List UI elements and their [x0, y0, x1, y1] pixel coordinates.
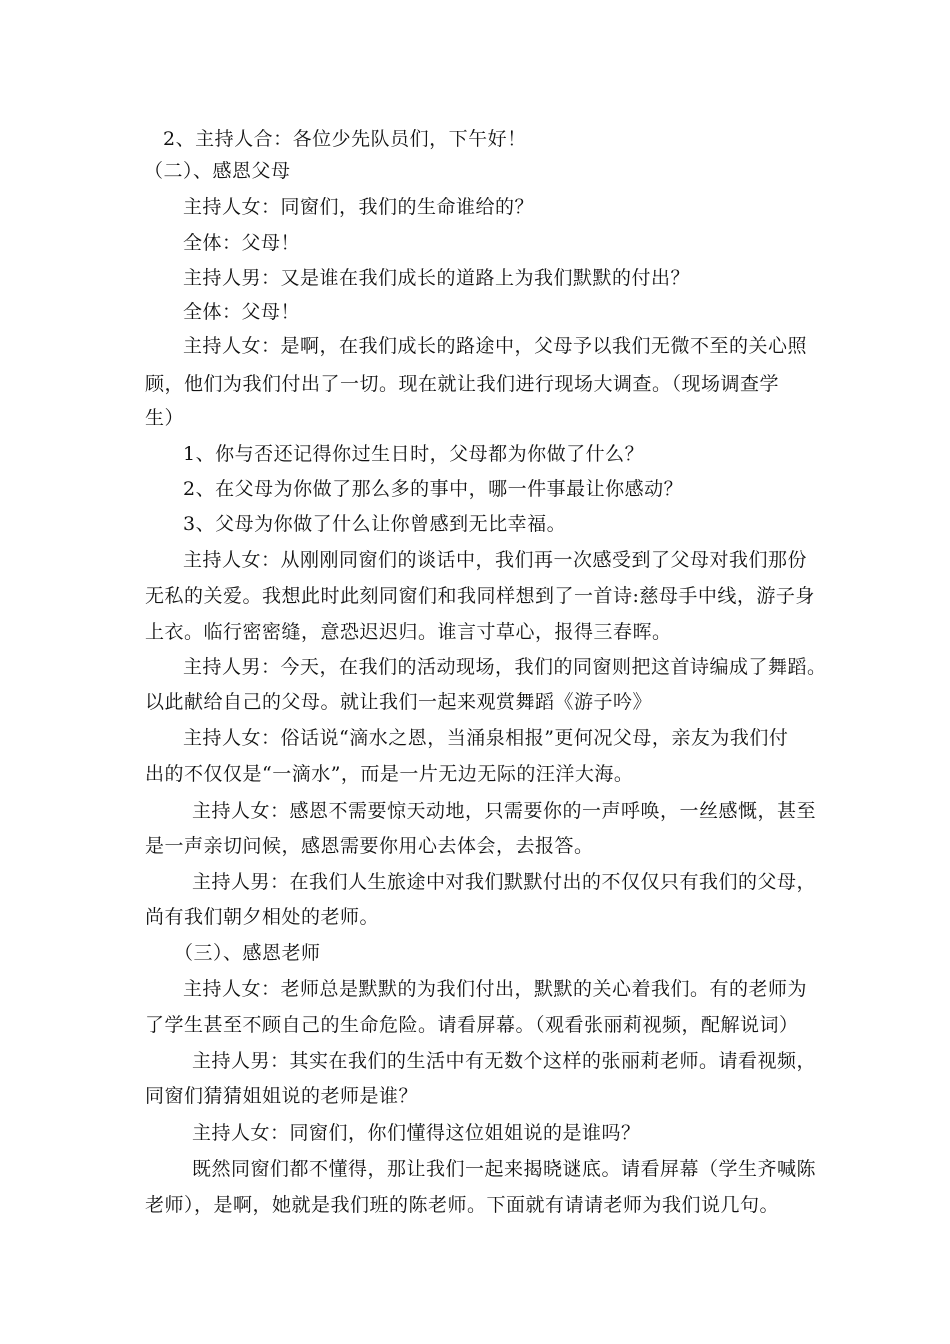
text-line: 主持人女：是啊，在我们成长的路途中，父母予以我们无微不至的关心照 [183, 335, 808, 357]
question-line: 1、你与否还记得你过生日时，父母都为你做了什么？ [183, 443, 645, 465]
text-line: 尚有我们朝夕相处的老师。 [145, 906, 380, 928]
text-line: 主持人男：今天，在我们的活动现场，我们的同窗则把这首诗编成了舞蹈。 [183, 656, 827, 678]
section-heading: （二）、感恩父母 [144, 160, 291, 182]
text-line: 了学生甚至不顾自己的生命危险。请看屏幕。（观看张丽莉视频，配解说词） [145, 1014, 799, 1036]
text-line: 无私的关爱。我想此时此刻同窗们和我同样想到了一首诗:慈母手中线，游子身 [145, 585, 815, 607]
text-line: 主持人女：从刚刚同窗们的谈话中，我们再一次感受到了父母对我们那份 [183, 549, 808, 571]
text-line: 既然同窗们都不懂得，那让我们一起来揭晓谜底。请看屏幕（学生齐喊陈 [192, 1158, 817, 1180]
text-line: 生） [145, 407, 185, 429]
text-line: 上衣。临行密密缝，意恐迟迟归。谁言寸草心，报得三春晖。 [145, 621, 672, 643]
text-line: 全体：父母！ [183, 301, 301, 323]
text-line: 同窗们猜猜姐姐说的老师是谁？ [145, 1085, 419, 1107]
text-line: 老师），是啊，她就是我们班的陈老师。下面就有请请老师为我们说几句。 [145, 1194, 780, 1216]
text-line: 以此献给自己的父母。就让我们一起来观赏舞蹈《游子吟》 [145, 691, 653, 713]
text-line: 主持人男：又是谁在我们成长的道路上为我们默默的付出？ [183, 267, 691, 289]
text-line: 主持人女：俗话说“滴水之恩，当涌泉相报”更何况父母，亲友为我们付 [183, 727, 789, 749]
text-line: 是一声亲切问候，感恩需要你用心去体会，去报答。 [145, 835, 594, 857]
question-line: 2、在父母为你做了那么多的事中，哪一件事最让你感动？ [183, 478, 684, 500]
text-line: 全体：父母！ [183, 232, 301, 254]
text-line: 主持人女：感恩不需要惊天动地，只需要你的一声呼唤，一丝感慨，甚至 [192, 800, 817, 822]
question-line: 3、父母为你做了什么让你曾感到无比幸福。 [183, 513, 567, 535]
text-line: 主持人男：其实在我们的生活中有无数个这样的张丽莉老师。请看视频， [192, 1050, 817, 1072]
text-line: 主持人女：老师总是默默的为我们付出，默默的关心着我们。有的老师为 [183, 978, 808, 1000]
text-line: 2、主持人合：各位少先队员们，下午好！ [163, 128, 527, 150]
section-heading: （三）、感恩老师 [174, 942, 321, 964]
text-line: 主持人女：同窗们，你们懂得这位姐姐说的是谁吗？ [192, 1122, 641, 1144]
text-line: 出的不仅仅是“一滴水”，而是一片无边无际的汪洋大海。 [145, 763, 634, 785]
text-line: 顾，他们为我们付出了一切。现在就让我们进行现场大调查。（现场调查学 [145, 373, 780, 395]
text-line: 主持人女：同窗们，我们的生命谁给的？ [183, 196, 535, 218]
text-line: 主持人男：在我们人生旅途中对我们默默付出的不仅仅只有我们的父母， [192, 871, 817, 893]
